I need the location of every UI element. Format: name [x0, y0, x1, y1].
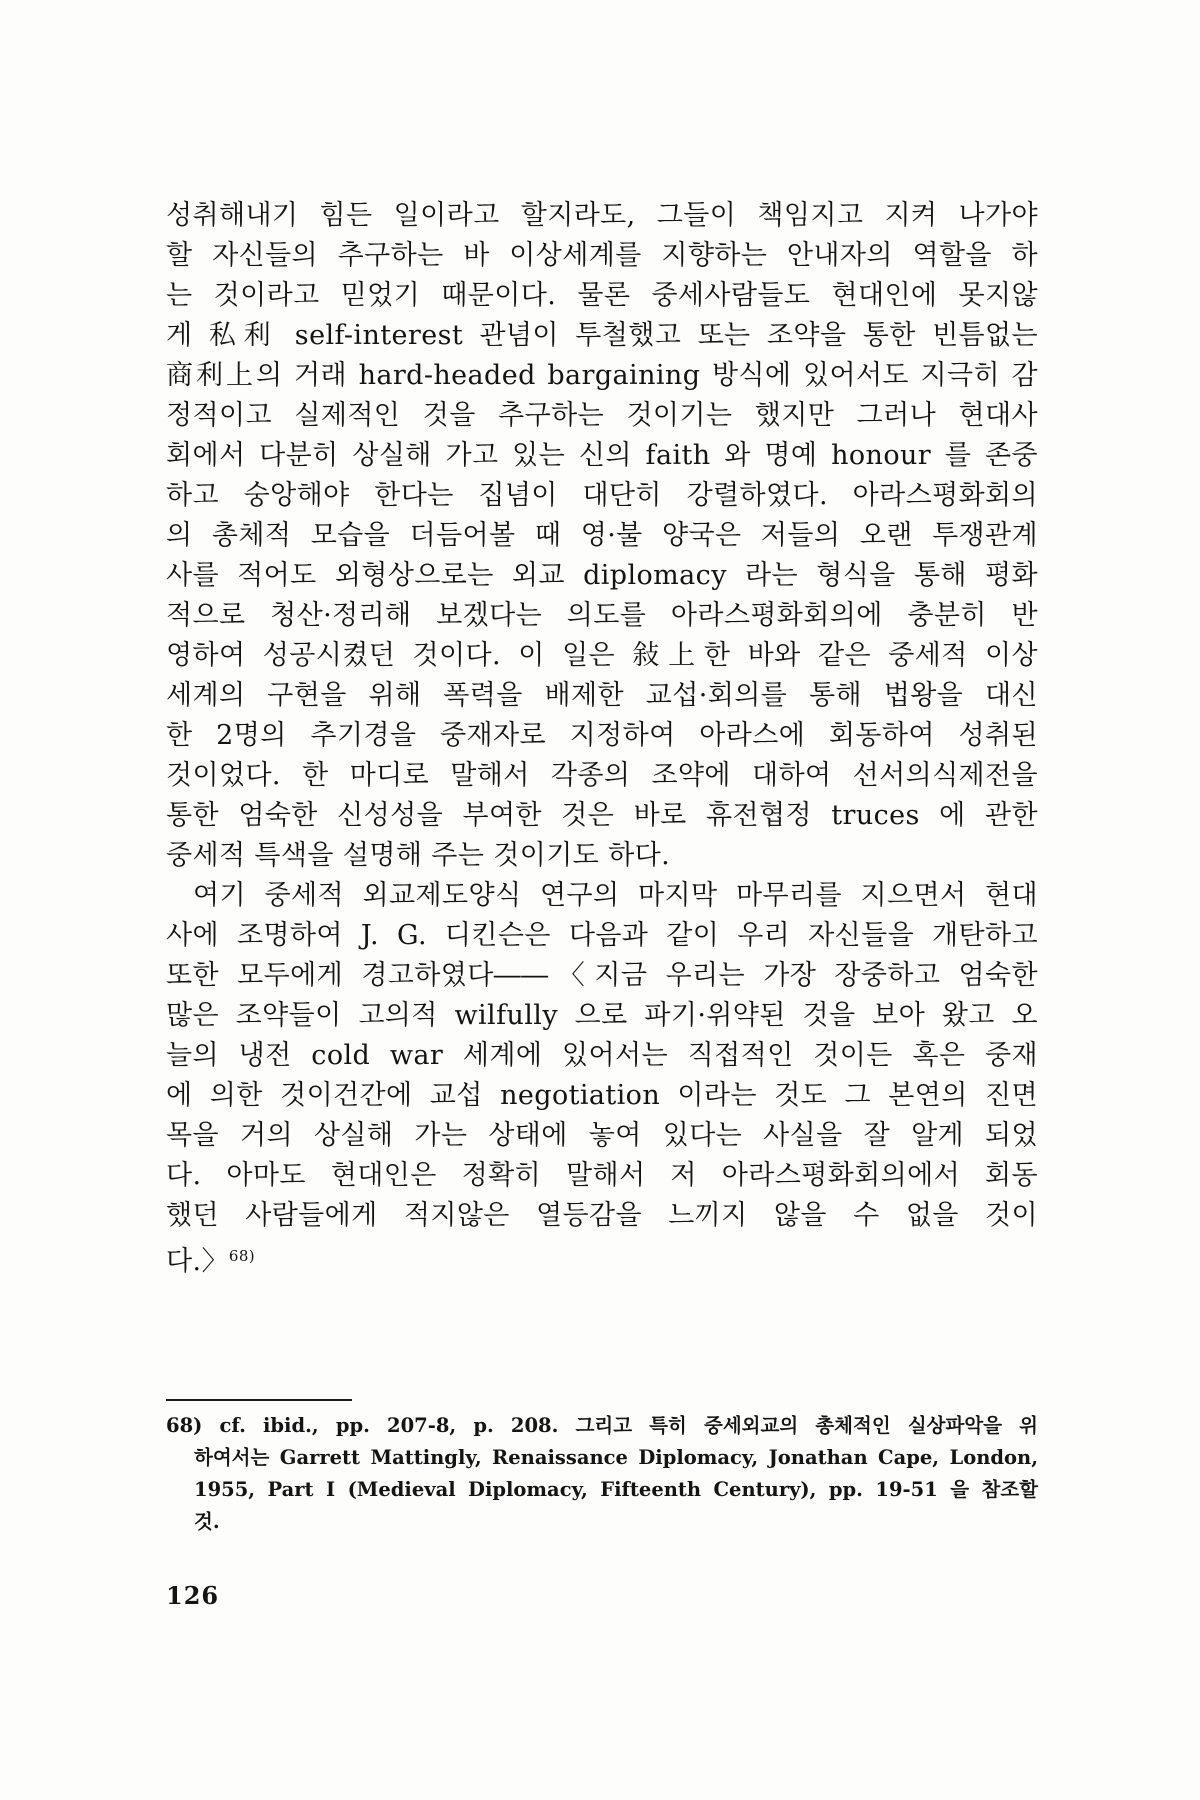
body-line: 는 것이라고 믿었기 때문이다. 물론 중세사람들도 현대인에 못지않: [166, 280, 1038, 311]
footnote-line: 하여서는 Garrett Mattingly, Renaissance Diplomacy, Jonathan Cape, London,: [194, 1446, 1038, 1469]
body-line: 하고 숭앙해야 한다는 집념이 대단히 강렬하였다. 아라스평화회의: [166, 480, 1038, 511]
body-line: 할 자신들의 추구하는 바 이상세계를 지향하는 안내자의 역할을 하: [166, 240, 1038, 271]
footnote: [166, 1410, 1038, 1538]
body-line: 목을 거의 상실해 가는 상태에 놓여 있다는 사실을 잘 알게 되었: [166, 1120, 1038, 1151]
body-line: 영하여 성공시켰던 것이다. 이 일은 敍上한 바와 같은 중세적 이상: [166, 640, 1038, 671]
body-line: 에 의한 것이건간에 교섭 negotiation 이라는 것도 그 본연의 진면: [166, 1080, 1038, 1111]
footnote-reference: 68): [228, 1247, 256, 1265]
body-text: [166, 196, 1038, 1276]
body-line: 商利上의 거래 hard-headed bargaining 방식에 있어서도 지극히 감: [166, 360, 1038, 391]
footnote-line: 것.: [194, 1510, 220, 1533]
body-line: 것이었다. 한 마디로 말해서 각종의 조약에 대하여 선서의식제전을: [166, 760, 1038, 791]
footnote-line: 68) cf. ibid., pp. 207-8, p. 208. 그리고 특히 중세외교의 총체적인 실상파악을 위: [166, 1414, 1038, 1437]
footnote-line: 1955, Part I (Medieval Diplomacy, Fifteenth Century), pp. 19-51 을 참조할: [194, 1478, 1038, 1501]
footnote-divider: [166, 1399, 352, 1401]
body-line: 통한 엄숙한 신성성을 부여한 것은 바로 휴전협정 truces 에 관한: [166, 800, 1038, 831]
body-line: 성취해내기 힘든 일이라고 할지라도, 그들이 책임지고 지켜 나가야: [166, 200, 1038, 231]
body-line: 했던 사람들에게 적지않은 열등감을 느끼지 않을 수 없을 것이: [166, 1200, 1038, 1231]
body-line: 의 총체적 모습을 더듬어볼 때 영·불 양국은 저들의 오랜 투쟁관계: [166, 520, 1038, 551]
page-number: 126: [166, 1581, 220, 1610]
body-line: 적으로 청산·정리해 보겠다는 의도를 아라스평화회의에 충분히 반: [166, 600, 1038, 631]
body-line: 또한 모두에게 경고하였다――〈지금 우리는 가장 장중하고 엄숙한: [166, 960, 1038, 991]
body-line: 많은 조약들이 고의적 wilfully 으로 파기·위약된 것을 보아 왔고 오: [166, 1000, 1038, 1031]
body-line: 회에서 다분히 상실해 가고 있는 신의 faith 와 명예 honour 를 존중: [166, 440, 1038, 471]
body-line-final: [166, 1236, 1038, 1276]
body-line: 중세적 특색을 설명해 주는 것이기도 하다.: [166, 840, 671, 871]
body-line: 다. 아마도 현대인은 정확히 말해서 저 아라스평화회의에서 회동: [166, 1160, 1038, 1191]
body-line: 사에 조명하여 J. G. 디킨슨은 다음과 같이 우리 자신들을 개탄하고: [166, 920, 1038, 951]
body-line: 세계의 구현을 위해 폭력을 배제한 교섭·회의를 통해 법왕을 대신: [166, 680, 1038, 711]
body-line: 정적이고 실제적인 것을 추구하는 것이기는 했지만 그러나 현대사: [166, 400, 1038, 431]
body-line-text: 다.〉: [166, 1246, 229, 1277]
body-line: 게 私利 self-interest 관념이 투철했고 또는 조약을 통한 빈틈없는: [166, 320, 1038, 351]
body-line: 여기 중세적 외교제도양식 연구의 마지막 마무리를 지으면서 현대: [193, 880, 1038, 911]
body-line: 사를 적어도 외형상으로는 외교 diplomacy 라는 형식을 통해 평화: [166, 560, 1038, 591]
body-line: 한 2명의 추기경을 중재자로 지정하여 아라스에 회동하여 성취된: [166, 720, 1038, 751]
body-line: 늘의 냉전 cold war 세계에 있어서는 직접적인 것이든 혹은 중재: [166, 1040, 1038, 1071]
